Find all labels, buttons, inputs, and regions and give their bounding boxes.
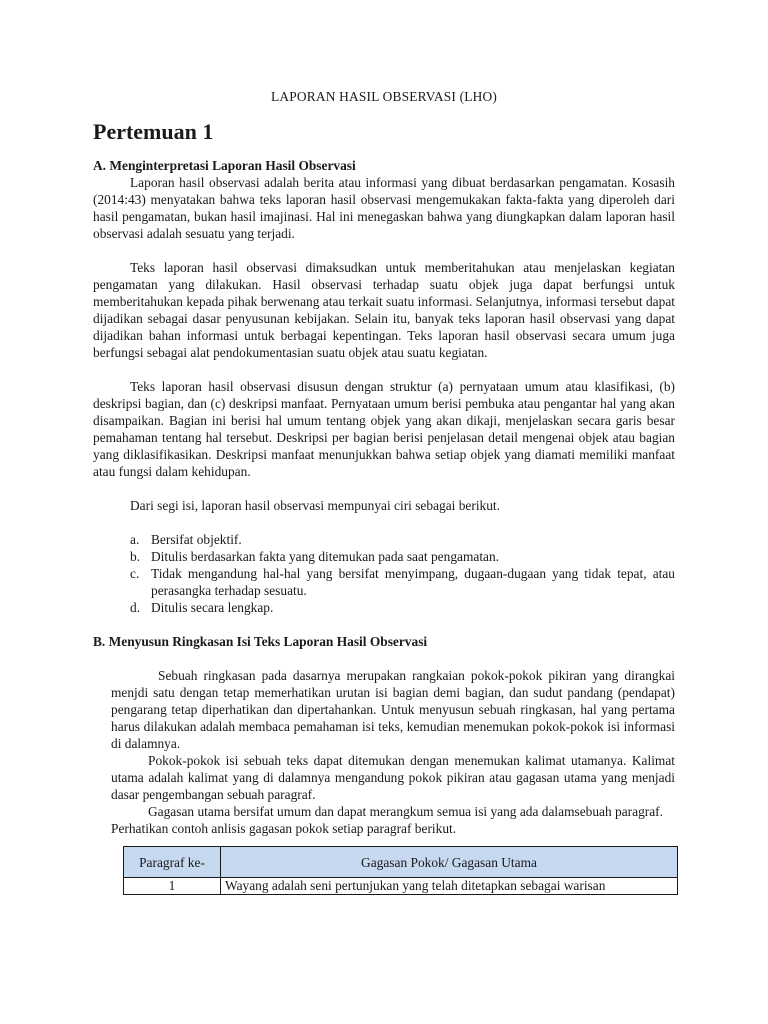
characteristics-list <box>93 531 675 616</box>
paragraph: Teks laporan hasil observasi dimaksudkan untuk memberitahukan atau menjelaskan kegiatan pengamatan yang dilakukan. Hasil observasi terhadap suatu objek juga dapat berfungsi untuk memberitahukan kepada pihak berwenang atau terkait suatu informasi. Selanjutnya, informasi tersebut dapat dijadikan sebagai dasar penyusunan kebijakan. Selain itu, banyak teks laporan hasil observasi yang dapat dijadikan bahan informasi untuk berbagai kepentingan. Teks laporan hasil observasi secara umum juga berfungsi sebagai alat pendokumentasian suatu objek atau suatu kegiatan. <box>93 260 675 360</box>
section-a-heading: A. Menginterpretasi Laporan Hasil Observasi <box>93 158 356 173</box>
list-item <box>93 599 675 616</box>
document-page <box>93 88 675 895</box>
list-item-text: Tidak mengandung hal-hal yang bersifat menyimpang, dugaan-dugaan yang tidak tepat, atau perasangka terhadap sesuatu. <box>151 566 675 598</box>
paragraph: Dari segi isi, laporan hasil observasi mempunyai ciri sebagai berikut. <box>130 498 501 513</box>
list-item-text: Ditulis secara lengkap. <box>151 600 274 615</box>
list-item <box>93 531 675 548</box>
list-item <box>93 565 675 599</box>
paragraph: Sebuah ringkasan pada dasarnya merupakan rangkaian pokok-pokok pikiran yang dirangkai menjdi satu dengan tetap memerhatikan urutan isi bagian demi bagian, dan sudut pandang (pendapat) pengarang tetap diperhatikan dan dipertahankan. Untuk menyusun sebuah ringkasan, hal yang pertama harus dilakukan adalah membaca pemahaman isi teks, kemudian menemukan pokok-pokok isi informasi di dalamnya. <box>111 668 675 751</box>
paragraph: Laporan hasil observasi adalah berita atau informasi yang dibuat berdasarkan pengamatan. Kosasih (2014:43) menyatakan bahwa teks laporan hasil observasi mengemukakan fakta-fakta yang diperoleh dari hasil pengamatan, bukan hasil imajinasi. Hal ini menegaskan bahwa yang diungkapkan dalam laporan hasil observasi adalah sesuatu yang terjadi. <box>93 175 675 241</box>
list-marker: d. <box>130 600 141 615</box>
list-item <box>93 548 675 565</box>
section-b-heading: B. Menyusun Ringkasan Isi Teks Laporan Hasil Observasi <box>93 634 428 649</box>
table-row <box>124 878 678 895</box>
list-marker: a. <box>130 532 140 547</box>
section-b-body <box>93 667 675 895</box>
column-header: Gagasan Pokok/ Gagasan Utama <box>221 847 678 878</box>
document-title: LAPORAN HASIL OBSERVASI (LHO) <box>270 89 498 104</box>
list-item-text: Bersifat objektif. <box>151 532 242 547</box>
table-cell: 1 <box>124 878 221 895</box>
list-marker: c. <box>130 566 140 581</box>
main-idea-table <box>123 846 678 895</box>
table-cell: Wayang adalah seni pertunjukan yang telah ditetapkan sebagai warisan <box>221 878 678 895</box>
meeting-heading: Pertemuan 1 <box>93 119 214 144</box>
list-item-text: Ditulis berdasarkan fakta yang ditemukan pada saat pengamatan. <box>151 549 500 564</box>
paragraph: Perhatikan contoh anlisis gagasan pokok setiap paragraf berikut. <box>111 821 457 836</box>
paragraph: Pokok-pokok isi sebuah teks dapat ditemukan dengan menemukan kalimat utamanya. Kalimat utama adalah kalimat yang di dalamnya mengandung pokok pikiran atau gagasan utama yang menjadi dasar pengembangan sebuah paragraf. <box>111 753 675 802</box>
table-header-row <box>124 847 678 878</box>
paragraph: Teks laporan hasil observasi disusun dengan struktur (a) pernyataan umum atau klasifikasi, (b) deskripsi bagian, dan (c) deskripsi manfaat. Pernyataan umum berisi pembuka atau pengantar hal yang akan disampaikan. Bagian ini berisi hal umum tentang objek yang akan dikaji, menjelaskan secara garis besar pemahaman tentang hal tersebut. Deskripsi per bagian berisi penjelasan detail mengenai objek atau bagian yang diklasifikasikan. Deskripsi manfaat menunjukkan bahwa setiap objek yang diamati memiliki manfaat atau fungsi dalam kehidupan. <box>93 379 675 479</box>
column-header: Paragraf ke- <box>124 847 221 878</box>
list-marker: b. <box>130 549 141 564</box>
paragraph: Gagasan utama bersifat umum dan dapat merangkum semua isi yang ada dalamsebuah paragraf. <box>148 804 663 819</box>
